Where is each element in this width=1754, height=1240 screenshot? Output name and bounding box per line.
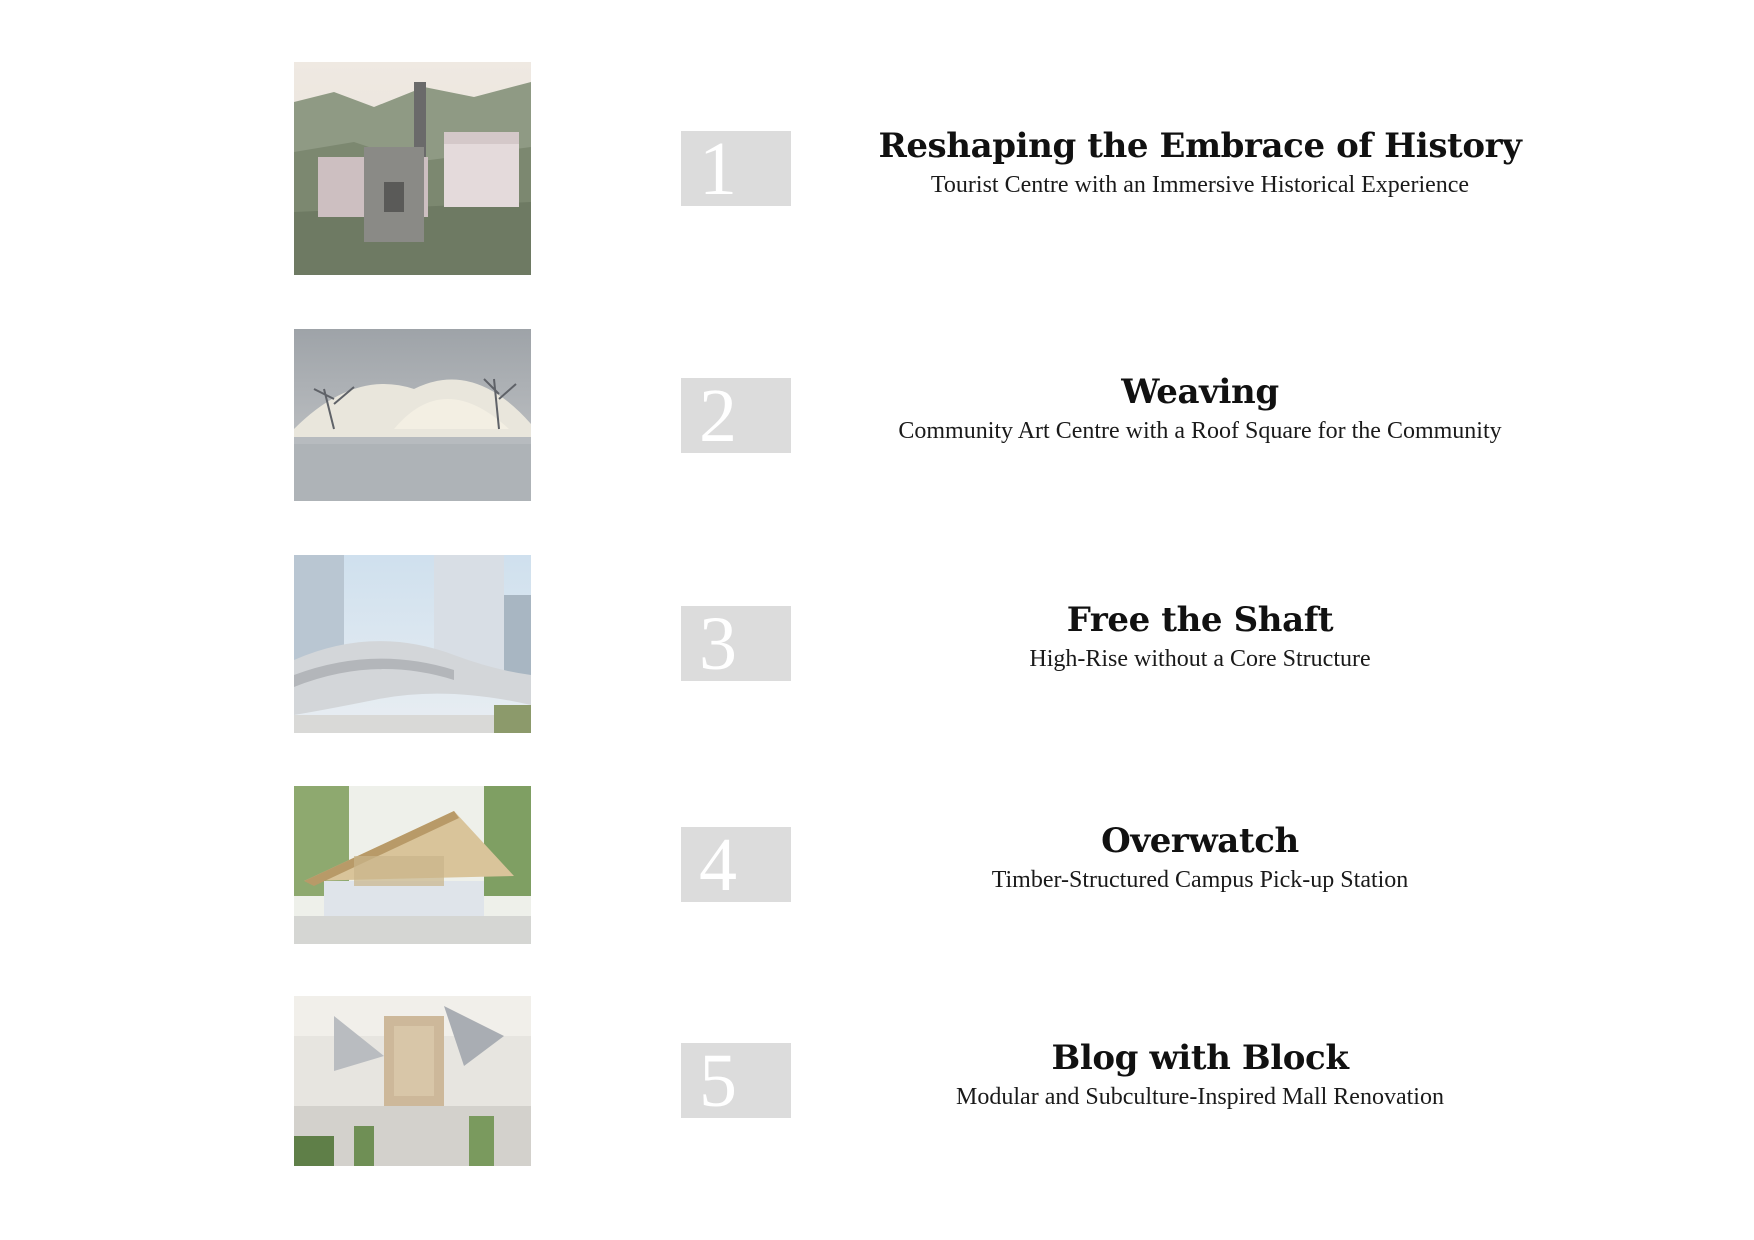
project-5-number-box — [681, 1039, 791, 1123]
project-1-number: 1 — [699, 127, 737, 211]
project-5-subtitle: Modular and Subculture-Inspired Mall Renovation — [956, 1084, 1444, 1110]
project-2-number: 2 — [699, 374, 737, 458]
arched-pavilion-rendering-icon — [294, 329, 531, 501]
project-4-image — [294, 786, 531, 944]
ruined-factory-rendering-icon — [294, 62, 531, 275]
project-4-number-box — [681, 823, 791, 907]
project-3-number-box — [681, 602, 791, 686]
project-1-title: Reshaping the Embrace of History — [878, 126, 1522, 166]
project-2-image — [294, 329, 531, 501]
project-2-number-box — [681, 374, 791, 458]
project-1-image — [294, 62, 531, 275]
project-4-text — [840, 819, 1560, 895]
project-4-title: Overwatch — [1101, 821, 1299, 861]
project-5-image — [294, 996, 531, 1166]
mall-atrium-rendering-icon — [294, 996, 531, 1166]
project-4-number: 4 — [699, 823, 737, 907]
project-1-text — [840, 124, 1560, 200]
project-5-title: Blog with Block — [1051, 1038, 1349, 1078]
project-3-subtitle: High-Rise without a Core Structure — [1029, 646, 1371, 672]
project-3-image — [294, 555, 531, 733]
project-3-number: 3 — [699, 602, 737, 686]
project-2-title: Weaving — [1121, 372, 1279, 412]
project-1-subtitle: Tourist Centre with an Immersive Historical Experience — [930, 172, 1470, 198]
highrise-tower-rendering-icon — [294, 555, 531, 733]
project-5-number: 5 — [699, 1039, 737, 1123]
timber-station-rendering-icon — [294, 786, 531, 944]
project-2-subtitle: Community Art Centre with a Roof Square for the Community — [898, 418, 1502, 444]
project-1-number-box — [681, 127, 791, 211]
project-3-text — [840, 598, 1560, 674]
project-3-title: Free the Shaft — [1066, 600, 1334, 640]
project-5-text — [840, 1036, 1560, 1112]
project-4-subtitle: Timber-Structured Campus Pick-up Station — [991, 867, 1409, 893]
project-2-text — [840, 370, 1560, 446]
